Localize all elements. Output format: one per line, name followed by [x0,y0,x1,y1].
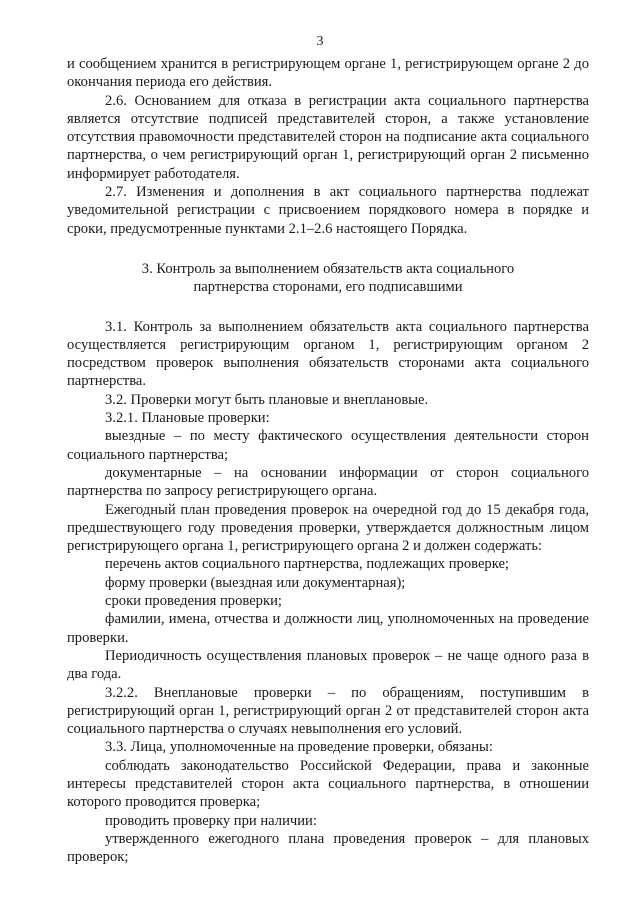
list-item-comply-law: соблюдать законодательство Российской Федерации, права и законные интересы представителей сторон акта социального партнерства, в отношении которого проводится проверка; [67,757,589,811]
paragraph-3-2-1: 3.2.1. Плановые проверки: [105,410,270,427]
list-item-authorized-persons: фамилии, имена, отчества и должности лиц, уполномоченных на проведение проверки. [67,611,589,646]
paragraph-2-7: 2.7. Изменения и дополнения в акт социального партнерства подлежат уведомительной регистрации с присвоением порядкового номера в порядке и сроки, предусмотренные пунктами 2.1–2.6 настоящего Порядка. [67,184,589,237]
list-item-approved-plan: утвержденного ежегодного плана проведения проверок – для плановых проверок; [67,830,589,866]
paragraph-3-1: 3.1. Контроль за выполнением обязательств акта социального партнерства осуществляется регистрирующим органом 1, регистрирующим органом 2 посредством проверок выполнения обязательств сторонами акта социального партнерства. [67,318,589,390]
list-item-field-check: выездные – по месту фактического осуществления деятельности сторон социального партнерства; [67,428,589,463]
list-item-document-check: документарные – на основании информации от сторон социального партнерства по запросу регистрирующего органа. [67,464,589,500]
list-item-conduct-check: проводить проверку при наличии: [105,812,317,829]
paragraph-continuation: и сообщением хранится в регистрирующем органе 1, регистрирующем органе 2 до окончания периода его действия. [67,56,589,91]
paragraph-2-6: 2.6. Основанием для отказа в регистрации акта социального партнерства является отсутствие подписей представителей сторон, а также установление отсутствия правомочности представителей сторон на подписание акта социального партнерства, о чем регистрирующий орган 1, регистрирующий орган 2 письменно информирует работодателя. [67,92,589,182]
section-title-3: 3. Контроль за выполнением обязательств акта социального партнерства сторонами, его подписавшими [141,260,515,296]
document-body [67,55,589,866]
list-item-acts-list: перечень актов социального партнерства, подлежащих проверке; [105,556,509,573]
page-number: 3 [316,34,324,49]
list-item-check-form: форму проверки (выездная или документарная); [105,574,406,591]
paragraph-3-2-2: 3.2.2. Внеплановые проверки – по обращениям, поступившим в регистрирующий орган 1, регистрирующий орган 2 от представителей сторон акта социального партнерства о случаях невыполнения его условий. [67,684,589,738]
paragraph-3-3: 3.3. Лица, уполномоченные на проведение проверки, обязаны: [105,739,493,756]
paragraph-annual-plan: Ежегодный план проведения проверок на очередной год до 15 декабря года, предшествующего году проведения проверки, утверждается должностным лицом регистрирующего органа 1, регистрирующего органа 2 и должен содержать: [67,501,589,555]
paragraph-3-2: 3.2. Проверки могут быть плановые и внеплановые. [105,391,429,408]
paragraph-periodicity: Периодичность осуществления плановых проверок – не чаще одного раза в два года. [67,647,589,683]
list-item-check-dates: сроки проведения проверки; [105,593,282,610]
